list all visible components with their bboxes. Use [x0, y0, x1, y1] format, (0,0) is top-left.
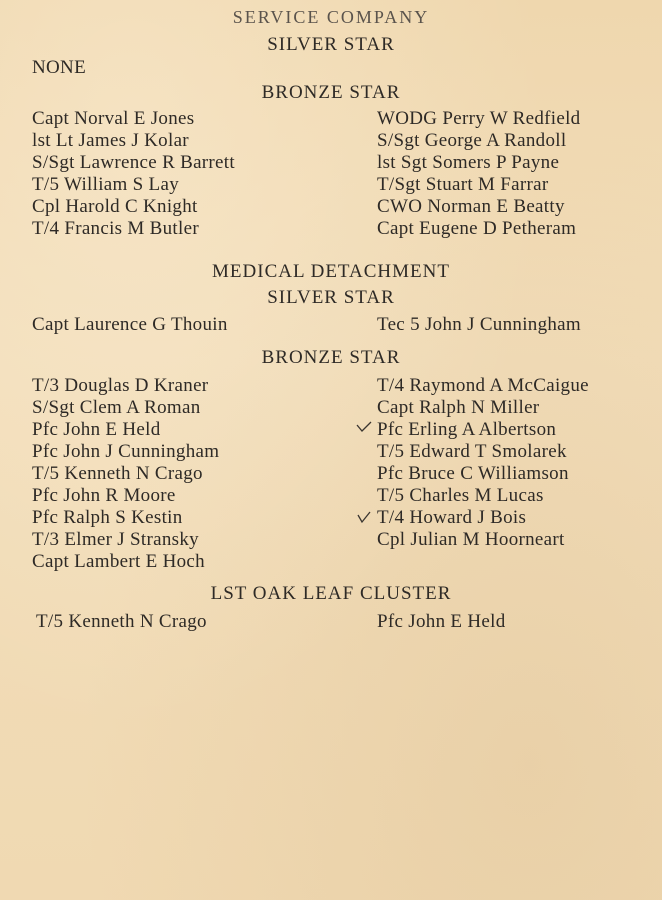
award-name-entry: WODG Perry W Redfield — [377, 108, 581, 129]
award-name-entry: Capt Lambert E Hoch — [32, 551, 205, 572]
award-name-entry: Pfc Ralph S Kestin — [32, 507, 183, 528]
section-heading-silver-star: SILVER STAR — [267, 34, 395, 55]
award-name-entry: T/3 Douglas D Kraner — [32, 375, 209, 396]
award-name-entry: Capt Norval E Jones — [32, 108, 195, 129]
section-heading-bronze-star: BRONZE STAR — [261, 82, 401, 103]
award-name-entry: lst Lt James J Kolar — [32, 130, 189, 151]
award-name-entry: Cpl Julian M Hoorneart — [377, 529, 565, 550]
award-name-entry: Tec 5 John J Cunningham — [377, 314, 581, 335]
award-name-entry: T/4 Francis M Butler — [32, 218, 199, 239]
award-name-entry: T/4 Raymond A McCaigue — [377, 375, 589, 396]
award-name-entry: T/4 Howard J Bois — [377, 507, 527, 528]
silver-star-none-note: NONE — [32, 57, 86, 78]
award-name-entry: CWO Norman E Beatty — [377, 196, 565, 217]
award-name-entry: Pfc Bruce C Williamson — [377, 463, 569, 484]
page-header: SERVICE COMPANY — [232, 7, 430, 27]
award-name-entry: T/5 Kenneth N Crago — [36, 611, 207, 632]
checkmark-icon — [355, 420, 373, 434]
award-name-entry: Capt Eugene D Petheram — [377, 218, 577, 239]
award-name-entry: Cpl Harold C Knight — [32, 196, 198, 217]
award-name-entry: Pfc Erling A Albertson — [377, 419, 557, 440]
award-name-entry: T/3 Elmer J Stransky — [32, 529, 199, 550]
award-name-entry: T/Sgt Stuart M Farrar — [377, 174, 549, 195]
award-name-entry: T/5 Kenneth N Crago — [32, 463, 203, 484]
award-name-entry: Pfc John E Held — [377, 611, 506, 632]
award-name-entry: Pfc John E Held — [32, 419, 161, 440]
checkmark-icon — [356, 509, 374, 525]
section-heading-bronze-star: BRONZE STAR — [261, 347, 401, 368]
award-name-entry: lst Sgt Somers P Payne — [377, 152, 560, 173]
award-name-entry: T/5 Edward T Smolarek — [377, 441, 567, 462]
section-heading-silver-star: SILVER STAR — [267, 287, 395, 308]
award-name-entry: T/5 William S Lay — [32, 174, 179, 195]
award-name-entry: Pfc John R Moore — [32, 485, 176, 506]
section-heading-oak-leaf-cluster: LST OAK LEAF CLUSTER — [210, 583, 452, 604]
award-name-entry: Capt Ralph N Miller — [377, 397, 540, 418]
award-name-entry: Pfc John J Cunningham — [32, 441, 220, 462]
award-name-entry: Capt Laurence G Thouin — [32, 314, 228, 335]
award-name-entry: S/Sgt Lawrence R Barrett — [32, 152, 235, 173]
award-name-entry: S/Sgt Clem A Roman — [32, 397, 201, 418]
award-name-entry: T/5 Charles M Lucas — [377, 485, 544, 506]
award-name-entry: S/Sgt George A Randoll — [377, 130, 567, 151]
section-heading-medical-detachment: MEDICAL DETACHMENT — [212, 261, 450, 282]
